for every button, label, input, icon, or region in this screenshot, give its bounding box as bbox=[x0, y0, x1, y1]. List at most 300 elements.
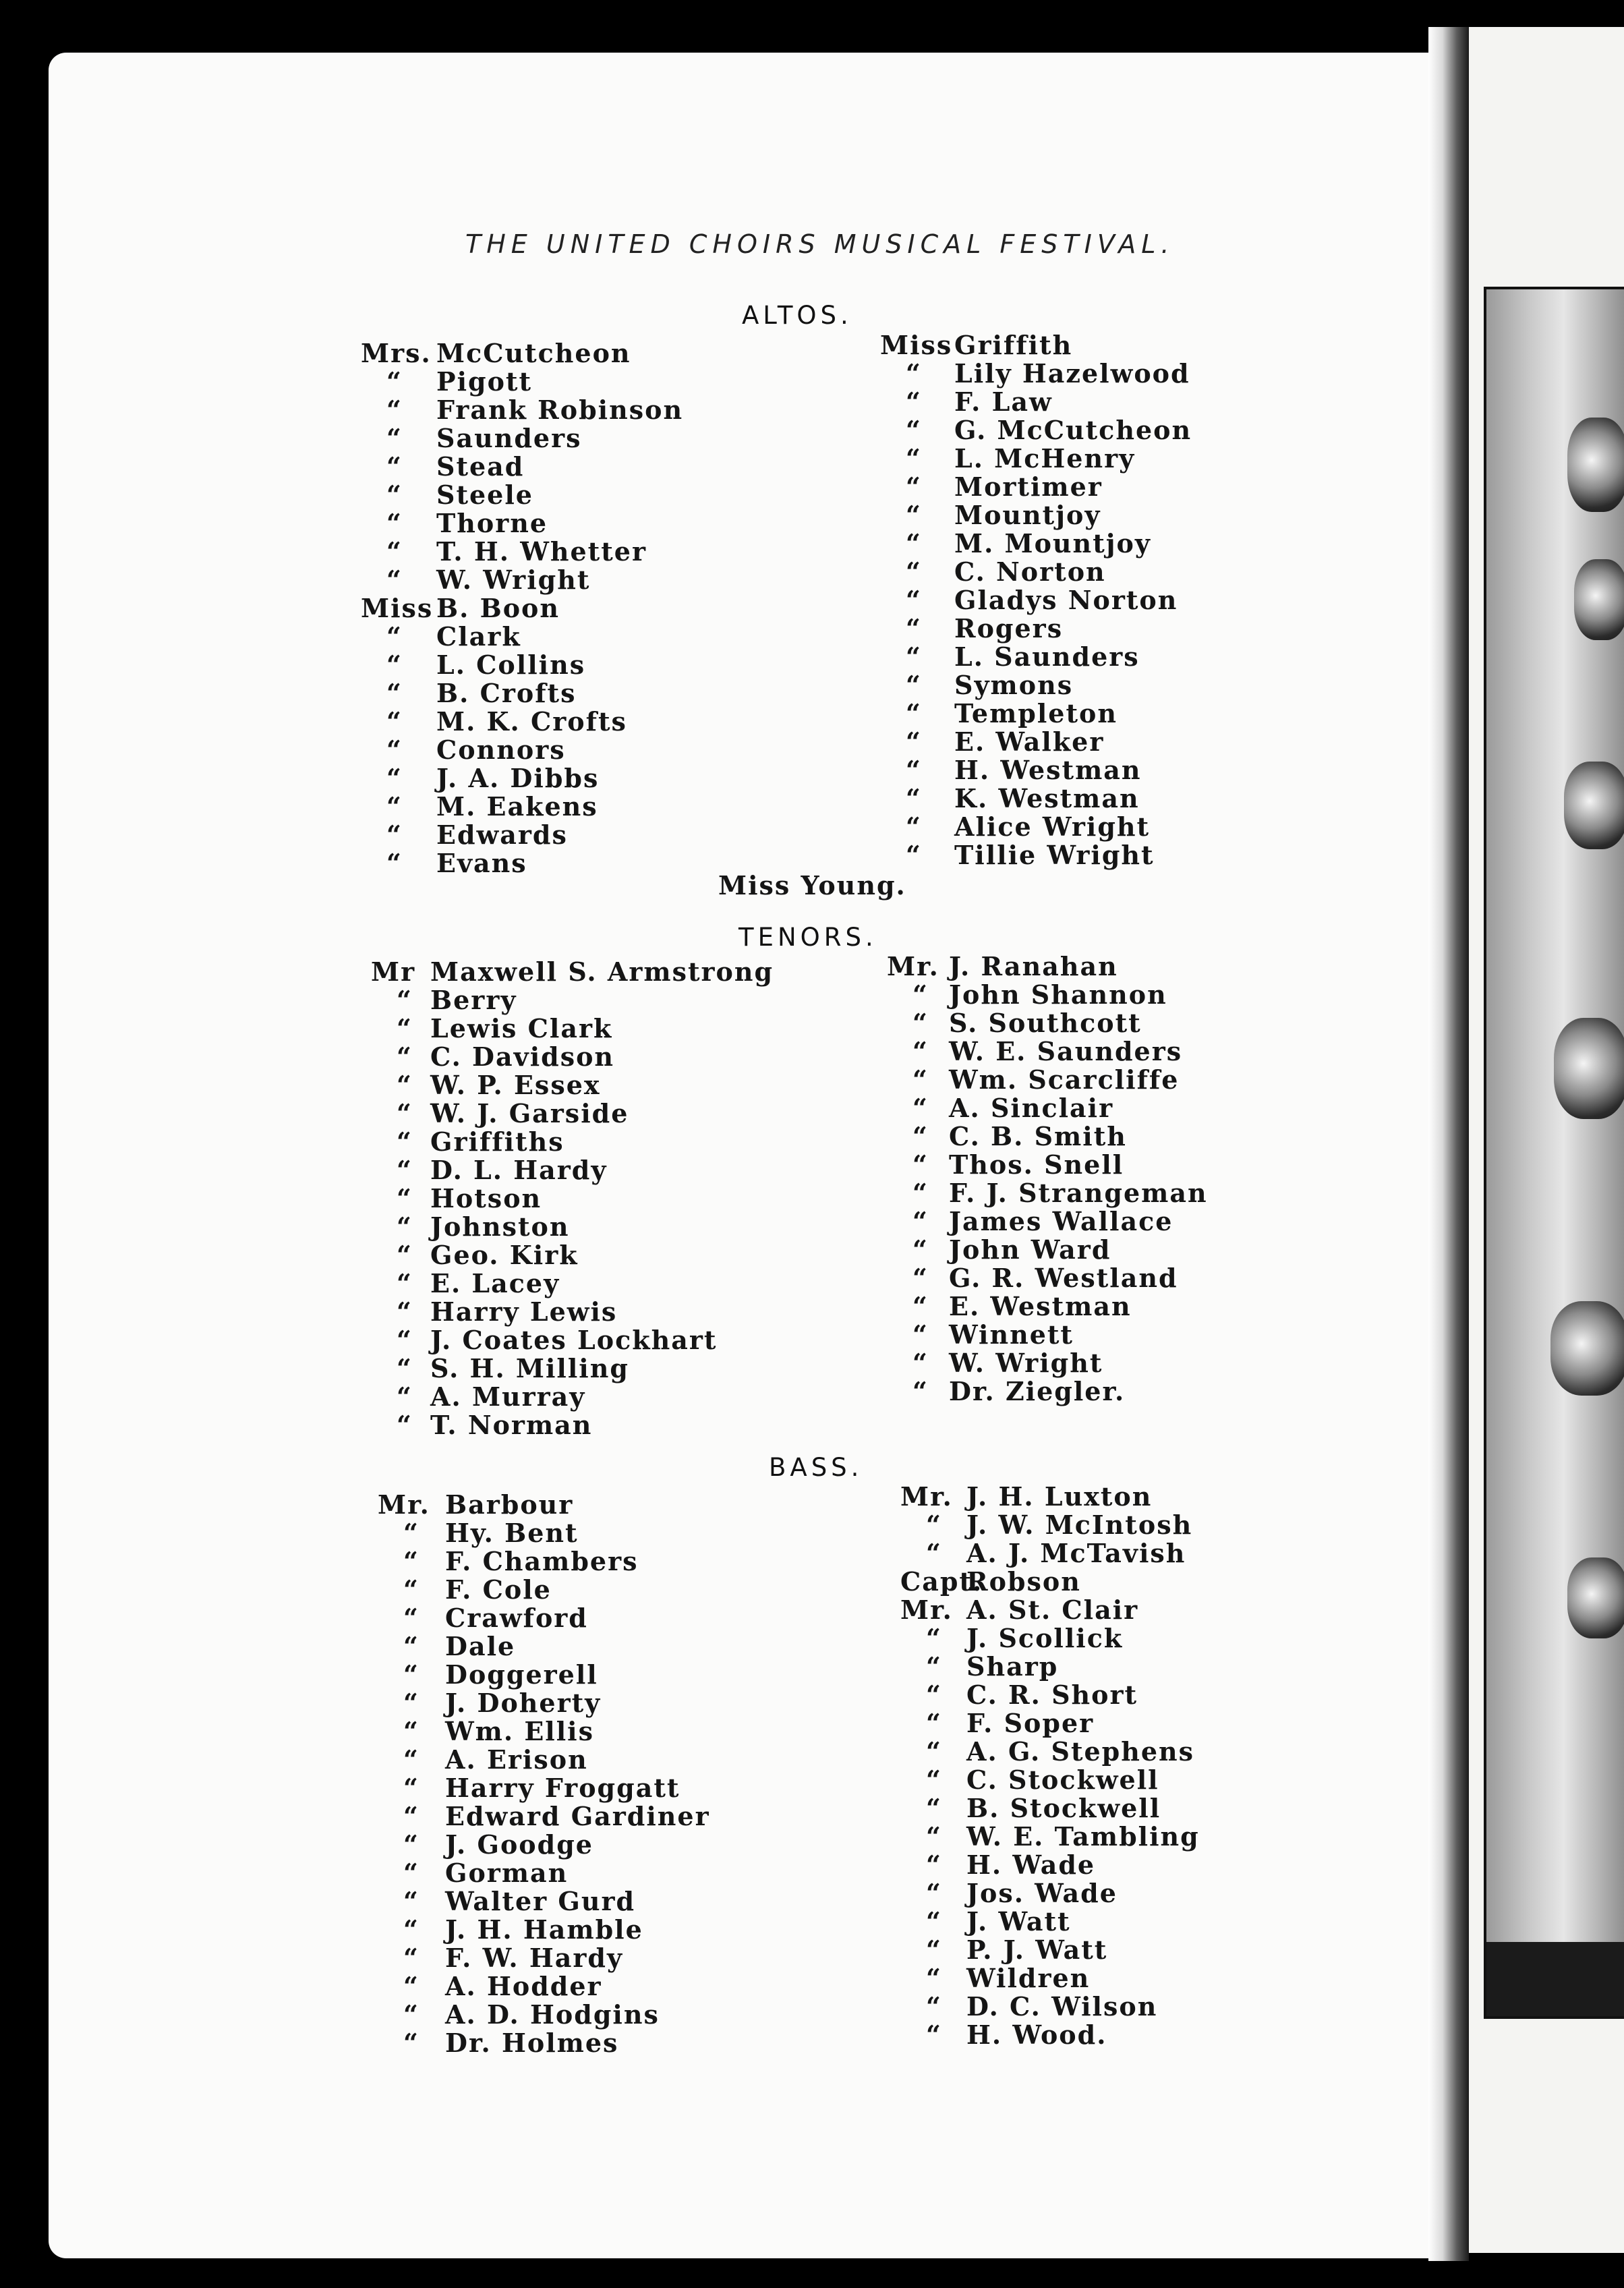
member-entry bbox=[378, 1774, 710, 1802]
member-title: “ bbox=[912, 1376, 929, 1406]
member-entry bbox=[880, 784, 1192, 813]
member-name: M. K. Crofts bbox=[436, 706, 627, 737]
member-title: Miss bbox=[361, 593, 434, 623]
member-entry bbox=[371, 1184, 774, 1213]
altos-heading: ALTOS. bbox=[742, 301, 852, 330]
member-entry bbox=[378, 1661, 710, 1689]
member-entry bbox=[361, 679, 683, 708]
member-entry bbox=[361, 793, 683, 821]
member-entry bbox=[378, 1746, 710, 1774]
member-title: “ bbox=[912, 1008, 929, 1038]
member-title: “ bbox=[403, 1773, 419, 1803]
member-name: J. H. Hamble bbox=[445, 1914, 643, 1945]
member-title: “ bbox=[403, 1631, 419, 1661]
member-title: Mr. bbox=[887, 951, 939, 981]
member-entry bbox=[880, 699, 1192, 728]
member-name: Edwards bbox=[436, 820, 568, 850]
member-title: “ bbox=[386, 536, 403, 567]
bass-left-column bbox=[378, 1491, 710, 2057]
member-title: “ bbox=[386, 565, 403, 595]
member-entry bbox=[880, 445, 1192, 473]
member-title: “ bbox=[386, 621, 403, 652]
member-title: “ bbox=[397, 1410, 413, 1440]
member-entry bbox=[371, 1043, 774, 1071]
member-name: M. Eakens bbox=[436, 791, 598, 822]
member-title: “ bbox=[912, 1291, 929, 1321]
member-title: “ bbox=[397, 1126, 413, 1157]
member-title: “ bbox=[403, 1943, 419, 1973]
member-title: “ bbox=[906, 811, 922, 842]
member-entry bbox=[378, 1689, 710, 1717]
member-entry bbox=[371, 1269, 774, 1298]
member-title: “ bbox=[397, 1325, 413, 1355]
member-title: “ bbox=[397, 1240, 413, 1270]
member-name: John Shannon bbox=[949, 979, 1167, 1010]
member-entry bbox=[378, 1547, 710, 1576]
member-entry bbox=[900, 1539, 1200, 1568]
member-title: “ bbox=[926, 1906, 942, 1937]
altos-left-column bbox=[361, 339, 683, 878]
member-entry bbox=[887, 1236, 1208, 1264]
member-name: C. Stockwell bbox=[966, 1765, 1159, 1795]
member-name: Mortimer bbox=[954, 471, 1103, 502]
member-name: Johnston bbox=[430, 1211, 570, 1242]
member-name: P. J. Watt bbox=[966, 1935, 1108, 1965]
altos-footer-name: Miss Young. bbox=[718, 870, 906, 900]
member-name: Frank Robinson bbox=[436, 395, 684, 425]
member-title: “ bbox=[926, 1850, 942, 1880]
member-name: G. R. Westland bbox=[949, 1263, 1178, 1293]
member-name: T. Norman bbox=[430, 1410, 593, 1440]
member-name: J. Goodge bbox=[445, 1829, 593, 1860]
member-title: “ bbox=[386, 650, 403, 680]
member-entry bbox=[880, 756, 1192, 784]
member-entry bbox=[900, 1936, 1200, 1964]
member-name: Symons bbox=[954, 670, 1074, 700]
member-entry bbox=[887, 1292, 1208, 1321]
member-entry bbox=[880, 841, 1192, 869]
member-name: H. Wood. bbox=[966, 2020, 1107, 2050]
member-title: “ bbox=[403, 1744, 419, 1775]
member-title: “ bbox=[926, 1963, 942, 1993]
member-name: Saunders bbox=[436, 423, 582, 453]
member-title: “ bbox=[912, 1319, 929, 1350]
member-entry bbox=[880, 671, 1192, 699]
member-name: Winnett bbox=[949, 1319, 1074, 1350]
member-entry bbox=[361, 396, 683, 424]
member-name: B. Crofts bbox=[436, 678, 577, 708]
member-name: A. Sinclair bbox=[949, 1093, 1114, 1123]
member-name: G. McCutcheon bbox=[954, 415, 1192, 445]
member-entry bbox=[900, 1738, 1200, 1766]
member-title: “ bbox=[906, 698, 922, 728]
member-entry bbox=[371, 1298, 774, 1326]
member-entry bbox=[378, 1802, 710, 1831]
member-title: “ bbox=[403, 1688, 419, 1718]
member-title: Mr. bbox=[900, 1481, 953, 1512]
member-title: “ bbox=[906, 387, 922, 417]
member-name: F. W. Hardy bbox=[445, 1943, 624, 1973]
member-name: H. Westman bbox=[954, 755, 1142, 785]
member-title: “ bbox=[926, 1510, 942, 1540]
member-entry bbox=[880, 473, 1192, 501]
member-title: “ bbox=[906, 500, 922, 530]
member-name: M. Mountjoy bbox=[954, 528, 1151, 559]
member-name: Tillie Wright bbox=[954, 840, 1155, 870]
member-name: B. Boon bbox=[436, 593, 560, 623]
member-entry bbox=[371, 1241, 774, 1269]
member-title: “ bbox=[906, 670, 922, 700]
member-name: Barbour bbox=[445, 1489, 574, 1520]
member-name: C. B. Smith bbox=[949, 1121, 1127, 1151]
member-name: Walter Gurd bbox=[445, 1886, 636, 1916]
member-name: Berry bbox=[430, 985, 517, 1015]
member-entry bbox=[361, 821, 683, 849]
member-entry bbox=[361, 368, 683, 396]
member-entry bbox=[361, 538, 683, 566]
member-title: “ bbox=[912, 1036, 929, 1066]
member-name: L. McHenry bbox=[954, 443, 1136, 474]
member-entry bbox=[371, 1128, 774, 1156]
member-title: “ bbox=[926, 1991, 942, 2022]
member-name: F. J. Strangeman bbox=[949, 1178, 1208, 1208]
member-name: Lily Hazelwood bbox=[954, 358, 1190, 389]
member-title: “ bbox=[926, 1538, 942, 1568]
member-entry bbox=[378, 1604, 710, 1632]
member-name: Thorne bbox=[436, 508, 548, 538]
member-entry bbox=[900, 1596, 1200, 1624]
member-name: Clark bbox=[436, 621, 521, 652]
member-title: “ bbox=[397, 1296, 413, 1327]
member-title: “ bbox=[397, 1041, 413, 1072]
member-title: “ bbox=[386, 820, 403, 850]
member-name: K. Westman bbox=[954, 783, 1140, 813]
member-name: F. Cole bbox=[445, 1574, 552, 1605]
bass-heading: BASS. bbox=[769, 1453, 863, 1482]
member-name: J. Doherty bbox=[445, 1688, 602, 1718]
facing-page-photograph bbox=[1484, 287, 1624, 2019]
member-name: W. P. Essex bbox=[430, 1070, 601, 1100]
member-title: “ bbox=[397, 1183, 413, 1213]
member-entry bbox=[900, 1794, 1200, 1823]
member-entry bbox=[880, 558, 1192, 586]
member-name: A. D. Hodgins bbox=[445, 1999, 660, 2030]
member-name: J. W. McIntosh bbox=[966, 1510, 1193, 1540]
member-entry bbox=[371, 1383, 774, 1411]
member-name: Dale bbox=[445, 1631, 516, 1661]
member-entry bbox=[378, 1944, 710, 1972]
member-name: A. Hodder bbox=[445, 1971, 602, 2001]
member-entry bbox=[361, 708, 683, 736]
member-entry bbox=[361, 453, 683, 481]
member-name: L. Collins bbox=[436, 650, 586, 680]
member-title: “ bbox=[912, 1064, 929, 1095]
member-entry bbox=[887, 1349, 1208, 1377]
member-entry bbox=[900, 1653, 1200, 1681]
member-name: Rogers bbox=[954, 613, 1064, 644]
member-title: “ bbox=[403, 1999, 419, 2030]
member-title: “ bbox=[397, 1268, 413, 1298]
member-title: “ bbox=[403, 1858, 419, 1888]
member-title: “ bbox=[926, 2020, 942, 2050]
member-name: Wildren bbox=[966, 1963, 1091, 1993]
member-name: A. Erison bbox=[445, 1744, 588, 1775]
member-name: Connors bbox=[436, 735, 566, 765]
member-title: “ bbox=[386, 763, 403, 793]
member-entry bbox=[880, 643, 1192, 671]
member-title: “ bbox=[386, 423, 403, 453]
member-entry bbox=[900, 1766, 1200, 1794]
member-entry bbox=[371, 958, 774, 986]
tenors-heading: TENORS. bbox=[738, 923, 877, 952]
member-entry bbox=[887, 952, 1208, 981]
member-name: D. C. Wilson bbox=[966, 1991, 1158, 2022]
member-title: “ bbox=[912, 1121, 929, 1151]
member-entry bbox=[887, 1122, 1208, 1151]
member-title: “ bbox=[386, 480, 403, 510]
member-title: “ bbox=[403, 1546, 419, 1576]
member-entry bbox=[361, 339, 683, 368]
member-entry bbox=[880, 586, 1192, 614]
member-entry bbox=[887, 1151, 1208, 1179]
member-name: Geo. Kirk bbox=[430, 1240, 579, 1270]
member-name: Gorman bbox=[445, 1858, 569, 1888]
member-name: W. E. Saunders bbox=[949, 1036, 1183, 1066]
member-name: A. G. Stephens bbox=[966, 1736, 1195, 1767]
member-title: “ bbox=[906, 443, 922, 474]
member-title: “ bbox=[403, 2028, 419, 2058]
member-entry bbox=[371, 1156, 774, 1184]
member-entry bbox=[887, 1179, 1208, 1207]
member-title: “ bbox=[906, 613, 922, 644]
member-title: “ bbox=[386, 395, 403, 425]
member-name: Pigott bbox=[436, 366, 533, 397]
member-title: “ bbox=[906, 556, 922, 587]
tenors-left-column bbox=[371, 958, 774, 1439]
member-name: S. Southcott bbox=[949, 1008, 1142, 1038]
member-title: “ bbox=[403, 1518, 419, 1548]
member-name: Edward Gardiner bbox=[445, 1801, 710, 1831]
member-name: W. E. Tambling bbox=[966, 1821, 1200, 1852]
member-entry bbox=[887, 1009, 1208, 1037]
member-title: “ bbox=[912, 1178, 929, 1208]
member-title: “ bbox=[906, 783, 922, 813]
member-title: “ bbox=[386, 451, 403, 482]
member-entry bbox=[361, 849, 683, 878]
member-entry bbox=[361, 481, 683, 509]
member-entry bbox=[361, 651, 683, 679]
member-entry bbox=[378, 1887, 710, 1916]
member-title: “ bbox=[926, 1793, 942, 1823]
member-entry bbox=[371, 986, 774, 1014]
member-name: Stead bbox=[436, 451, 525, 482]
member-title: “ bbox=[912, 1263, 929, 1293]
member-title: “ bbox=[403, 1886, 419, 1916]
member-title: “ bbox=[386, 508, 403, 538]
member-entry bbox=[378, 1491, 710, 1519]
member-entry bbox=[900, 1483, 1200, 1511]
member-name: James Wallace bbox=[949, 1206, 1173, 1236]
member-entry bbox=[378, 1576, 710, 1604]
member-entry bbox=[900, 1709, 1200, 1738]
member-entry bbox=[378, 1916, 710, 1944]
member-title: “ bbox=[912, 979, 929, 1010]
member-name: Crawford bbox=[445, 1603, 588, 1633]
member-entry bbox=[378, 2001, 710, 2029]
member-name: L. Saunders bbox=[954, 641, 1140, 672]
member-name: D. L. Hardy bbox=[430, 1155, 608, 1185]
member-name: Griffiths bbox=[430, 1126, 564, 1157]
member-entry bbox=[880, 728, 1192, 756]
member-entry bbox=[880, 614, 1192, 643]
member-title: “ bbox=[403, 1659, 419, 1690]
member-name: W. J. Garside bbox=[430, 1098, 629, 1128]
member-entry bbox=[378, 1519, 710, 1547]
member-title: “ bbox=[397, 1211, 413, 1242]
member-entry bbox=[887, 1377, 1208, 1406]
member-name: Jos. Wade bbox=[966, 1878, 1118, 1908]
member-title: Mr. bbox=[900, 1595, 953, 1625]
member-title: “ bbox=[386, 735, 403, 765]
tenors-right-column bbox=[887, 952, 1208, 1406]
member-entry bbox=[378, 1717, 710, 1746]
member-title: Capt. bbox=[900, 1566, 983, 1597]
running-title: THE UNITED CHOIRS MUSICAL FESTIVAL. bbox=[465, 229, 1175, 259]
member-name: B. Stockwell bbox=[966, 1793, 1161, 1823]
member-name: J. H. Luxton bbox=[966, 1481, 1153, 1512]
member-name: J. A. Dibbs bbox=[436, 763, 600, 793]
member-entry bbox=[880, 388, 1192, 416]
member-entry bbox=[371, 1354, 774, 1383]
member-entry bbox=[378, 1859, 710, 1887]
member-title: Mr bbox=[371, 956, 416, 987]
member-entry bbox=[880, 813, 1192, 841]
member-title: “ bbox=[906, 415, 922, 445]
member-name: F. Soper bbox=[966, 1708, 1095, 1738]
member-name: Steele bbox=[436, 480, 533, 510]
member-name: Griffith bbox=[954, 330, 1073, 360]
member-name: Harry Froggatt bbox=[445, 1773, 680, 1803]
member-entry bbox=[887, 981, 1208, 1009]
member-title: “ bbox=[386, 678, 403, 708]
member-name: F. Law bbox=[954, 387, 1053, 417]
member-name: E. Lacey bbox=[430, 1268, 560, 1298]
member-title: “ bbox=[403, 1829, 419, 1860]
member-title: “ bbox=[906, 471, 922, 502]
member-name: T. H. Whetter bbox=[436, 536, 647, 567]
member-entry bbox=[371, 1099, 774, 1128]
member-title: “ bbox=[926, 1623, 942, 1653]
member-title: “ bbox=[386, 706, 403, 737]
member-entry bbox=[887, 1264, 1208, 1292]
member-entry bbox=[900, 1823, 1200, 1851]
member-entry bbox=[900, 1624, 1200, 1653]
member-name: Hy. Bent bbox=[445, 1518, 579, 1548]
member-name: Maxwell S. Armstrong bbox=[430, 956, 774, 987]
member-title: “ bbox=[386, 366, 403, 397]
member-title: Miss bbox=[880, 330, 953, 360]
member-entry bbox=[900, 1851, 1200, 1879]
member-title: “ bbox=[906, 755, 922, 785]
member-entry bbox=[361, 764, 683, 793]
member-name: Doggerell bbox=[445, 1659, 598, 1690]
member-name: A. J. McTavish bbox=[966, 1538, 1186, 1568]
member-entry bbox=[880, 530, 1192, 558]
member-entry bbox=[371, 1411, 774, 1439]
member-title: “ bbox=[403, 1914, 419, 1945]
member-title: “ bbox=[912, 1348, 929, 1378]
member-entry bbox=[880, 416, 1192, 445]
member-title: “ bbox=[906, 585, 922, 615]
member-name: J. Ranahan bbox=[949, 951, 1118, 981]
member-title: “ bbox=[403, 1801, 419, 1831]
member-title: “ bbox=[926, 1935, 942, 1965]
member-title: “ bbox=[906, 358, 922, 389]
member-title: “ bbox=[912, 1206, 929, 1236]
member-name: A. Murray bbox=[430, 1381, 586, 1412]
member-entry bbox=[378, 1632, 710, 1661]
member-entry bbox=[900, 1964, 1200, 1993]
member-title: “ bbox=[906, 528, 922, 559]
member-title: “ bbox=[397, 985, 413, 1015]
member-entry bbox=[371, 1213, 774, 1241]
member-name: Wm. Scarcliffe bbox=[949, 1064, 1180, 1095]
member-title: “ bbox=[397, 1353, 413, 1383]
member-title: “ bbox=[926, 1736, 942, 1767]
member-title: “ bbox=[906, 641, 922, 672]
member-entry bbox=[371, 1326, 774, 1354]
member-name: Dr. Ziegler. bbox=[949, 1376, 1126, 1406]
member-name: Alice Wright bbox=[954, 811, 1151, 842]
member-entry bbox=[371, 1071, 774, 1099]
member-title: “ bbox=[386, 848, 403, 878]
member-entry bbox=[880, 360, 1192, 388]
member-name: J. Watt bbox=[966, 1906, 1071, 1937]
member-entry bbox=[900, 1568, 1200, 1596]
member-entry bbox=[887, 1066, 1208, 1094]
member-entry bbox=[371, 1014, 774, 1043]
member-title: “ bbox=[397, 1013, 413, 1043]
member-name: Gladys Norton bbox=[954, 585, 1178, 615]
member-entry bbox=[378, 1972, 710, 2001]
altos-right-column bbox=[880, 331, 1192, 869]
member-name: S. H. Milling bbox=[430, 1353, 629, 1383]
member-entry bbox=[880, 331, 1192, 360]
member-entry bbox=[887, 1321, 1208, 1349]
member-name: E. Walker bbox=[954, 726, 1105, 757]
member-entry bbox=[378, 2029, 710, 2057]
member-title: “ bbox=[403, 1716, 419, 1746]
member-name: J. Coates Lockhart bbox=[430, 1325, 718, 1355]
member-name: W. Wright bbox=[436, 565, 591, 595]
member-name: Robson bbox=[966, 1566, 1081, 1597]
member-entry bbox=[361, 509, 683, 538]
member-title: “ bbox=[906, 840, 922, 870]
member-entry bbox=[900, 1993, 1200, 2021]
member-title: “ bbox=[926, 1651, 942, 1682]
member-title: “ bbox=[397, 1070, 413, 1100]
member-entry bbox=[887, 1207, 1208, 1236]
member-entry bbox=[361, 736, 683, 764]
member-entry bbox=[361, 424, 683, 453]
member-name: C. Norton bbox=[954, 556, 1106, 587]
member-title: “ bbox=[912, 1234, 929, 1265]
member-entry bbox=[361, 566, 683, 594]
member-name: Dr. Holmes bbox=[445, 2028, 619, 2058]
member-entry bbox=[900, 1879, 1200, 1908]
member-name: Evans bbox=[436, 848, 527, 878]
member-name: Thos. Snell bbox=[949, 1149, 1124, 1180]
